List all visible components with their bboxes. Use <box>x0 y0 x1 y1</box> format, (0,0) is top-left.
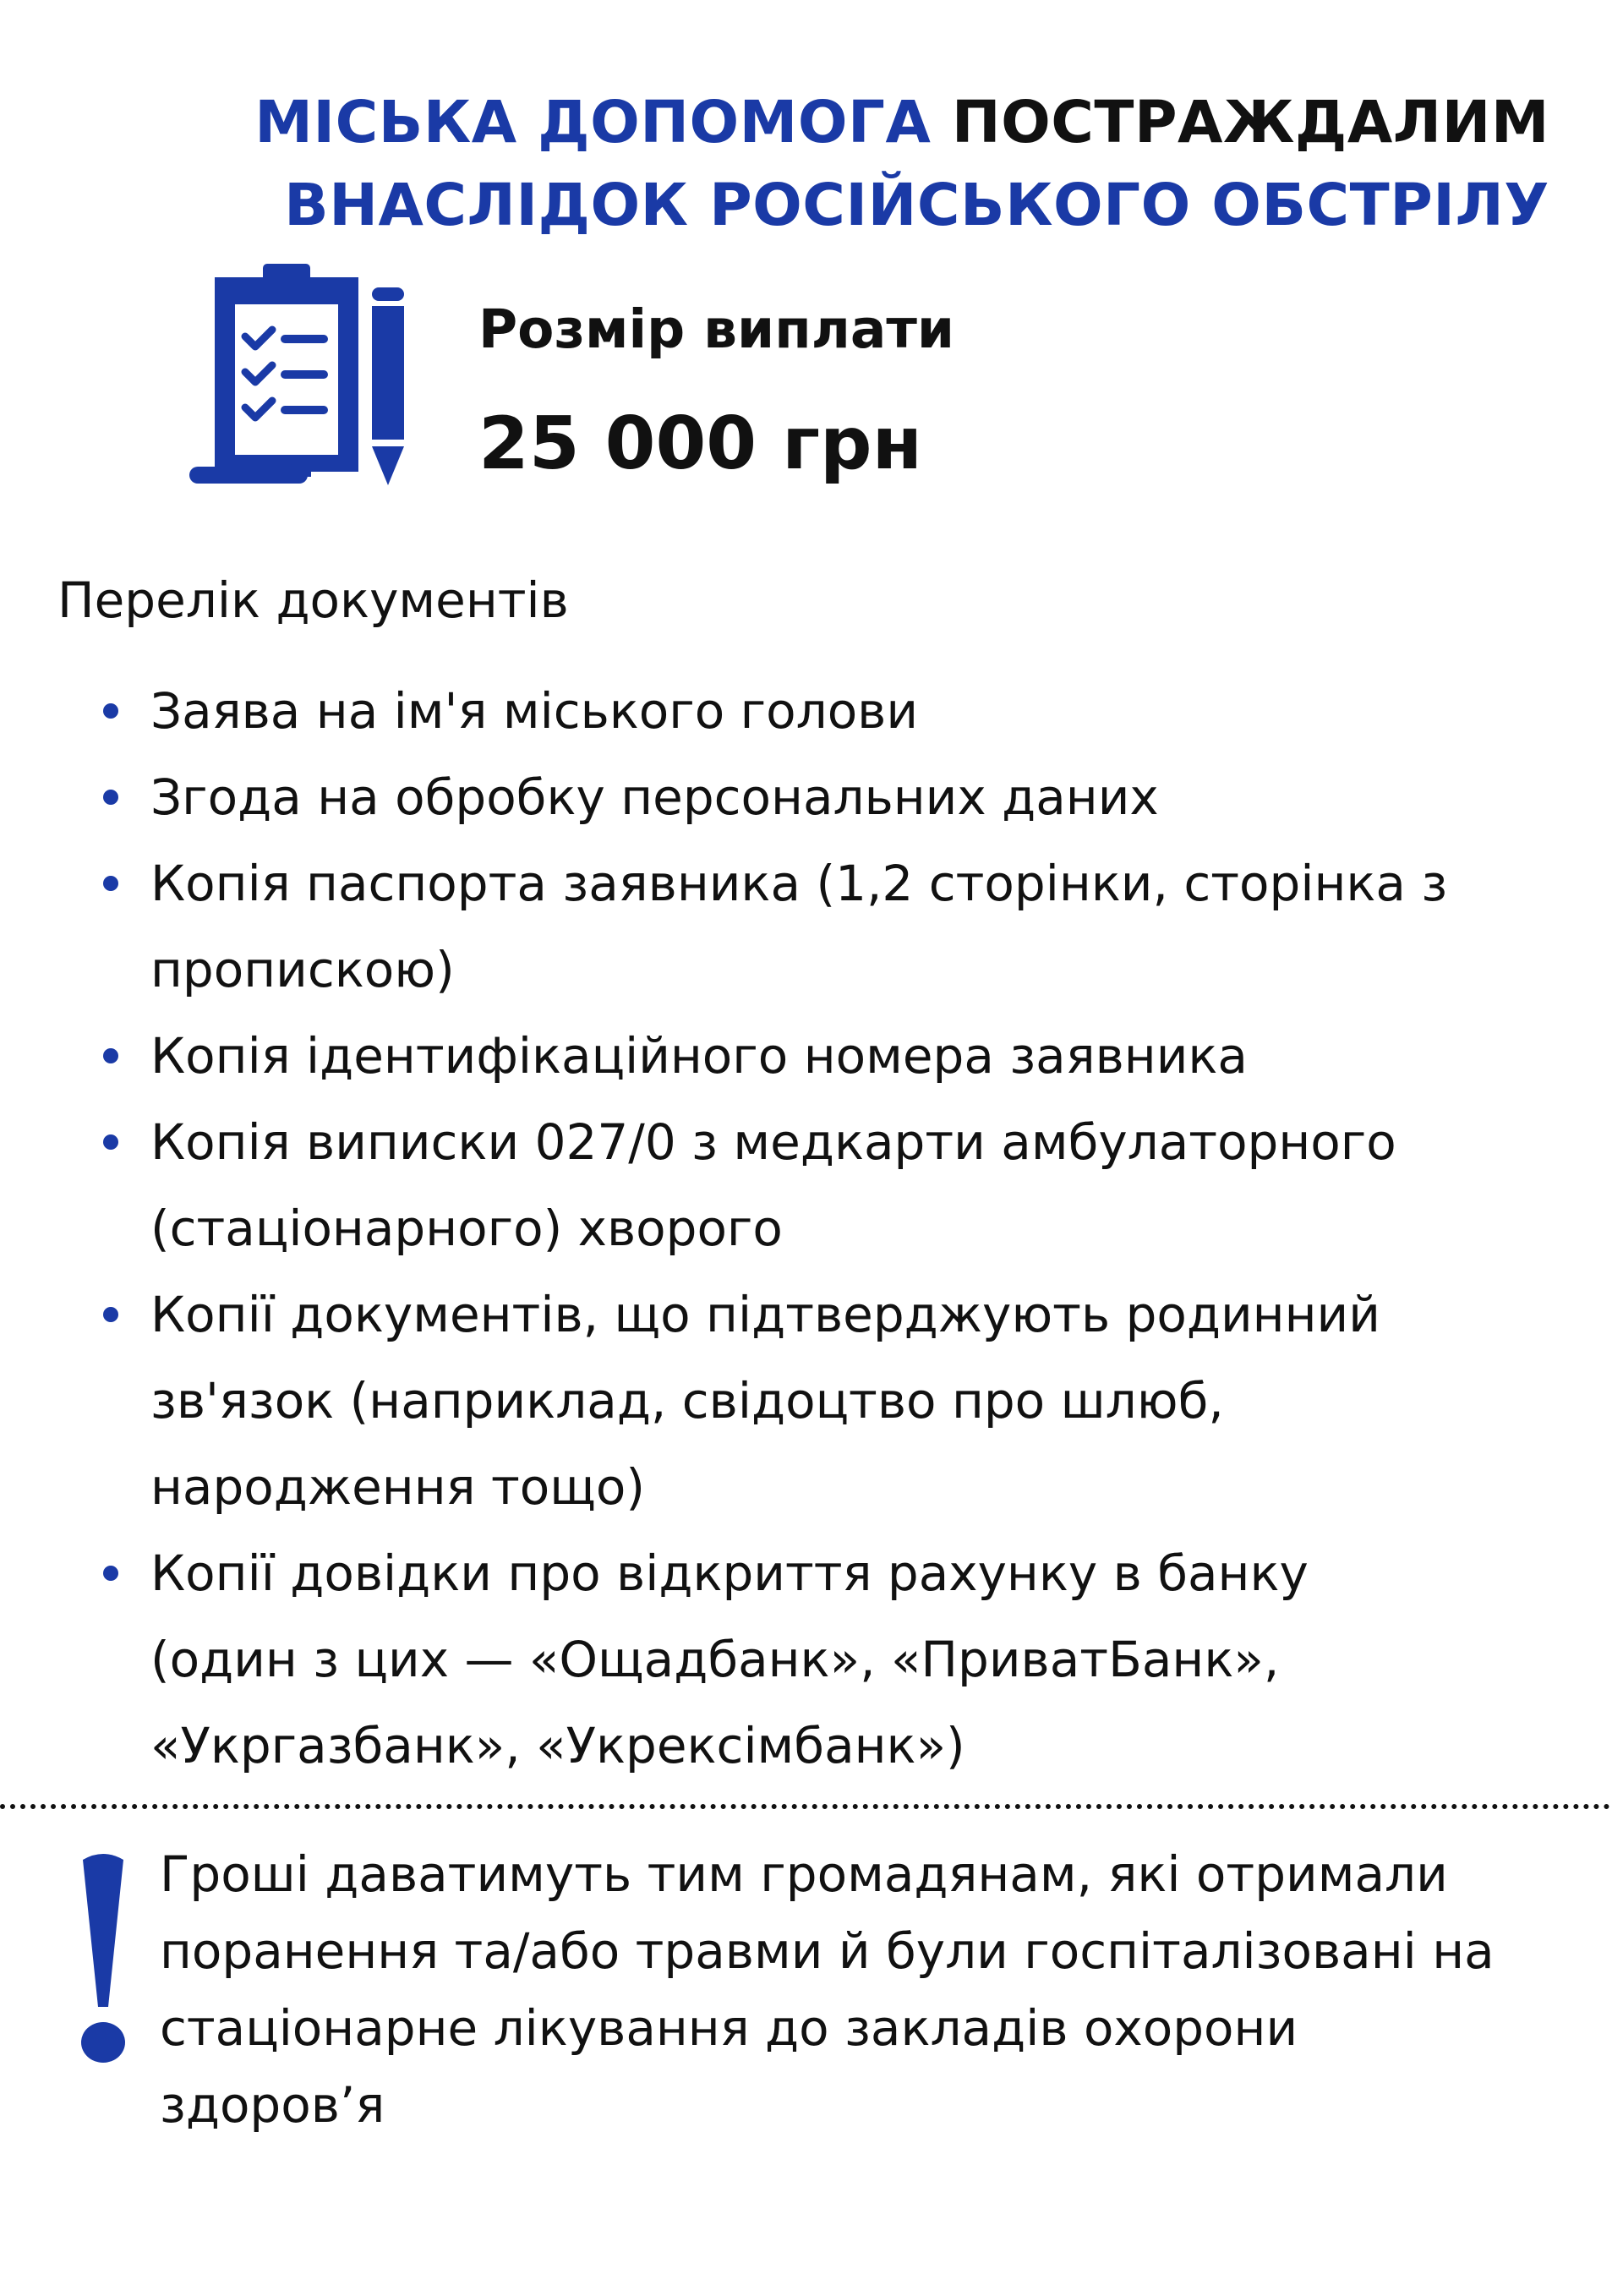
payment-amount: 25 000 грн <box>478 402 922 486</box>
note-block <box>78 1836 1566 2174</box>
list-item <box>0 840 1452 1013</box>
list-item <box>0 1271 1452 1530</box>
bullet-icon <box>103 1307 118 1322</box>
bullet-icon <box>103 1134 118 1150</box>
note-text: Гроші даватимуть тим громадянам, які отримали поранення та/або травми й були госпіталізовані на стаціонарне лікування до закладів охорони здоров’я <box>160 1845 1495 2134</box>
list-item-text: Копія паспорта заявника (1,2 сторінки, сторінка з пропискою) <box>150 855 1448 998</box>
payment-label: Розмір виплати <box>478 298 955 360</box>
bullet-icon <box>103 703 118 719</box>
dotted-divider <box>0 1804 1610 1809</box>
list-item <box>0 1099 1452 1271</box>
page-title <box>254 81 1549 247</box>
list-item <box>0 668 1452 754</box>
list-item-text: Заява на ім'я міського голови <box>150 682 919 740</box>
list-item-text: Копія виписки 027/0 з медкарти амбулаторного (стаціонарного) хворого <box>150 1113 1396 1257</box>
clipboard-checklist-icon <box>184 255 417 492</box>
bullet-icon <box>103 790 118 805</box>
title-highlight: МІСЬКА ДОПОМОГА <box>254 89 932 156</box>
list-item <box>0 1530 1452 1789</box>
title-line-1 <box>254 81 1549 164</box>
bullet-icon <box>103 1048 118 1063</box>
list-item-text: Копії довідки про відкриття рахунку в банку (один з цих — «Ощадбанк», «ПриватБанк», «Укргазбанк», «Укрексімбанк») <box>150 1544 1309 1774</box>
bullet-icon <box>103 876 118 891</box>
list-item <box>0 754 1452 840</box>
title-rest: ПОСТРАЖДАЛИМ <box>951 89 1549 156</box>
documents-list <box>0 668 1522 1789</box>
documents-heading: Перелік документів <box>57 571 569 629</box>
exclamation-icon <box>78 1851 128 2071</box>
title-line-2: ВНАСЛІДОК РОСІЙСЬКОГО ОБСТРІЛУ <box>284 172 1549 239</box>
list-item-text: Копії документів, що підтверджують родинний зв'язок (наприклад, свідоцтво про шлюб, народження тощо) <box>150 1286 1380 1516</box>
list-item-text: Копія ідентифікаційного номера заявника <box>150 1027 1248 1085</box>
list-item-text: Згода на обробку персональних даних <box>150 768 1159 826</box>
bullet-icon <box>103 1566 118 1581</box>
list-item <box>0 1013 1452 1099</box>
